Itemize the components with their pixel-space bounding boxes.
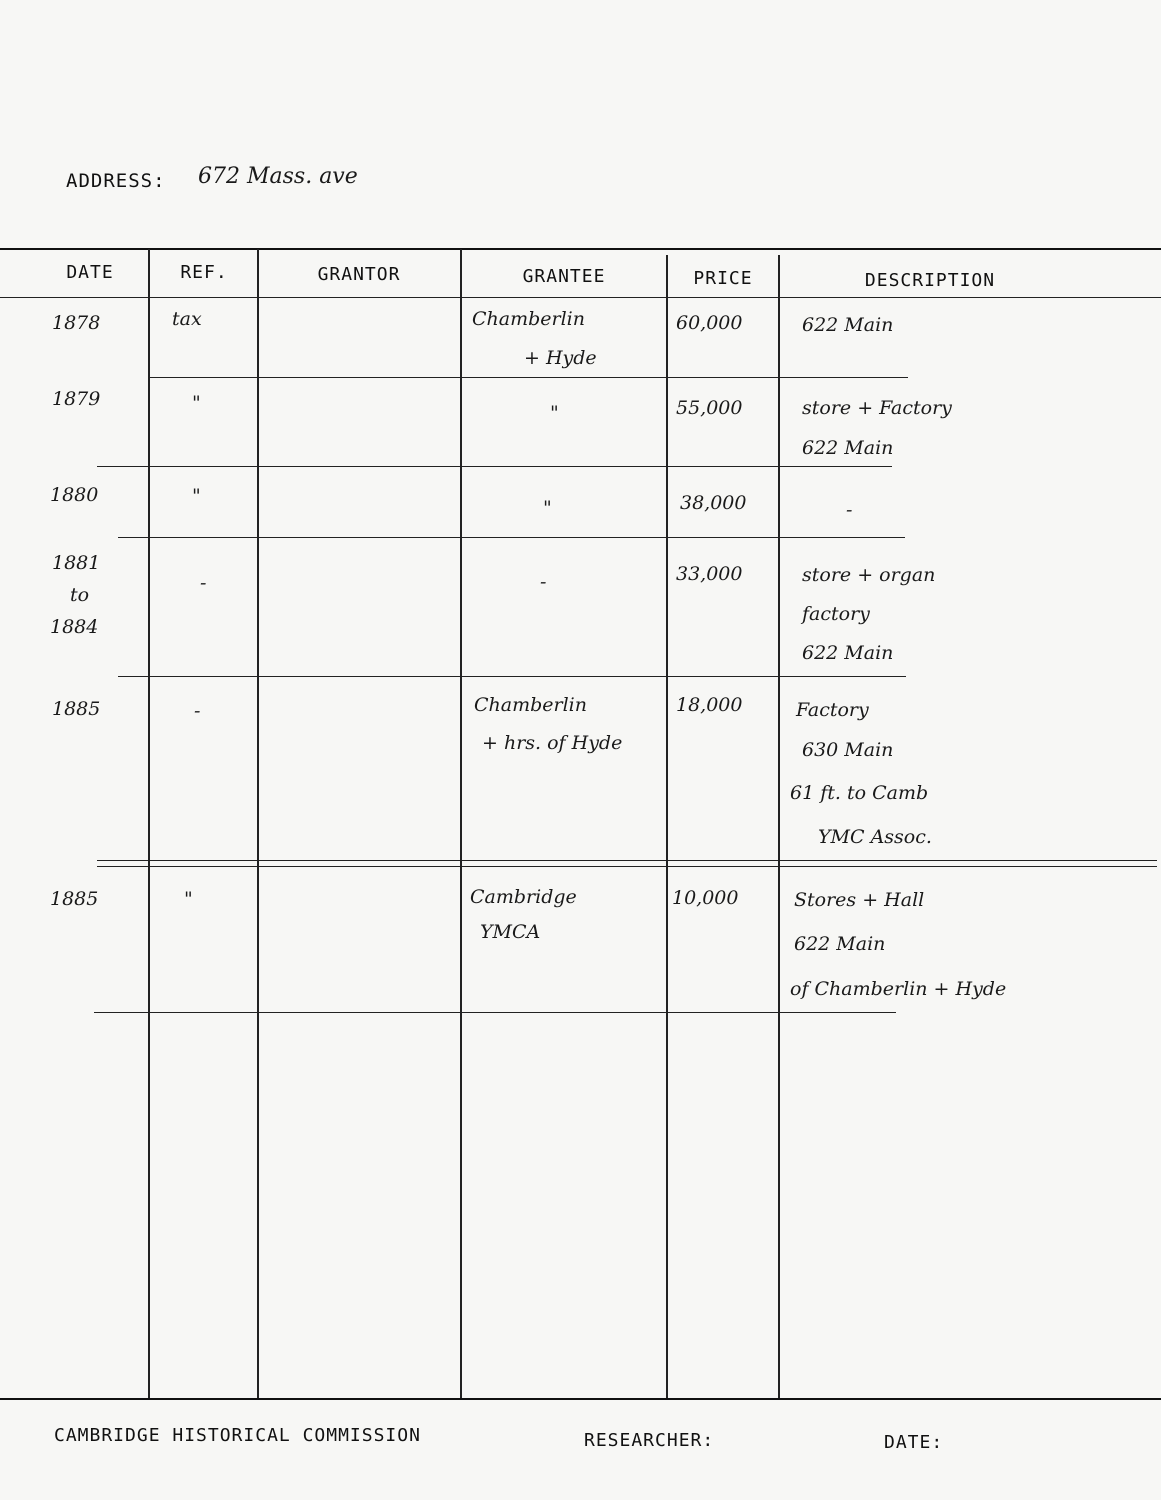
row-5-description-line-4: YMC Assoc. — [818, 826, 932, 848]
footer-date-label: DATE: — [884, 1432, 944, 1453]
row-1-ref: tax — [172, 308, 202, 330]
row-2-price: 55,000 — [676, 397, 743, 419]
table-top-rule — [0, 248, 1161, 250]
row-6-grantee-line-1: Cambridge — [470, 886, 577, 908]
row-2-description-line-2: 622 Main — [802, 437, 894, 459]
row-6-price: 10,000 — [672, 887, 739, 909]
address-label: ADDRESS: — [66, 170, 166, 192]
row-3-description-line-1: - — [846, 499, 853, 521]
footer-commission: CAMBRIDGE HISTORICAL COMMISSION — [54, 1425, 421, 1446]
row-5-grantee-line-2: + hrs. of Hyde — [482, 732, 623, 754]
row-4-date-line-1: 1881 — [52, 552, 101, 574]
row-6-description-line-3: of Chamberlin + Hyde — [790, 978, 1007, 1000]
row-3-date: 1880 — [50, 484, 99, 506]
row-3-grantee-line-1: " — [543, 497, 552, 519]
table-header-rule — [0, 297, 1161, 298]
row-4-date-line-2: to — [70, 584, 90, 606]
row-6-ref: " — [184, 888, 193, 910]
footer-researcher-label: RESEARCHER: — [584, 1430, 715, 1451]
row-4-ref: - — [200, 572, 207, 594]
row-4-grantee-line-1: - — [540, 571, 547, 593]
row-1-price: 60,000 — [676, 312, 743, 334]
column-divider-grantor-grantee — [460, 249, 462, 1399]
row-3-price: 38,000 — [680, 492, 747, 514]
row-5-description-line-3: 61 ft. to Camb — [790, 782, 929, 804]
row-separator — [97, 860, 1157, 861]
table-bottom-rule — [0, 1398, 1161, 1400]
column-header-date: DATE — [66, 262, 114, 283]
column-divider-date-ref — [148, 249, 150, 1399]
row-separator — [118, 676, 906, 677]
row-separator — [118, 537, 905, 538]
address-value: 672 Mass. ave — [198, 164, 358, 189]
row-4-description-line-3: 622 Main — [802, 642, 894, 664]
row-5-ref: - — [194, 700, 201, 722]
row-1-date: 1878 — [52, 312, 101, 334]
row-2-grantee-line-1: " — [550, 402, 559, 424]
column-header-description: DESCRIPTION — [864, 270, 996, 291]
row-6-description-line-2: 622 Main — [794, 933, 886, 955]
column-divider-ref-grantor — [257, 249, 259, 1399]
row-2-description-line-1: store + Factory — [802, 397, 952, 419]
row-5-description-line-1: Factory — [796, 699, 869, 721]
column-divider-grantee-price — [666, 255, 668, 1399]
row-3-ref: " — [192, 485, 201, 507]
row-4-description-line-1: store + organ — [802, 564, 936, 586]
row-separator — [97, 866, 1157, 867]
row-1-grantee-line-2: + Hyde — [524, 347, 597, 369]
row-6-grantee-line-2: YMCA — [480, 921, 541, 943]
row-separator — [150, 377, 908, 378]
row-4-description-line-2: factory — [802, 603, 870, 625]
row-5-description-line-2: 630 Main — [802, 739, 894, 761]
column-header-ref: REF. — [180, 262, 228, 283]
row-4-price: 33,000 — [676, 563, 743, 585]
column-header-price: PRICE — [693, 268, 753, 289]
row-separator — [97, 466, 892, 467]
row-6-date: 1885 — [50, 888, 99, 910]
row-separator — [94, 1012, 896, 1013]
column-divider-price-description — [778, 255, 780, 1399]
row-1-grantee-line-1: Chamberlin — [472, 308, 585, 330]
row-5-date: 1885 — [52, 698, 101, 720]
row-5-grantee-line-1: Chamberlin — [474, 694, 587, 716]
row-4-date-line-3: 1884 — [50, 616, 99, 638]
column-header-grantor: GRANTOR — [317, 264, 401, 285]
row-2-ref: " — [192, 392, 201, 414]
row-2-date: 1879 — [52, 388, 101, 410]
column-header-grantee: GRANTEE — [522, 266, 606, 287]
row-1-description-line-1: 622 Main — [802, 314, 894, 336]
row-6-description-line-1: Stores + Hall — [794, 889, 925, 911]
row-5-price: 18,000 — [676, 694, 743, 716]
